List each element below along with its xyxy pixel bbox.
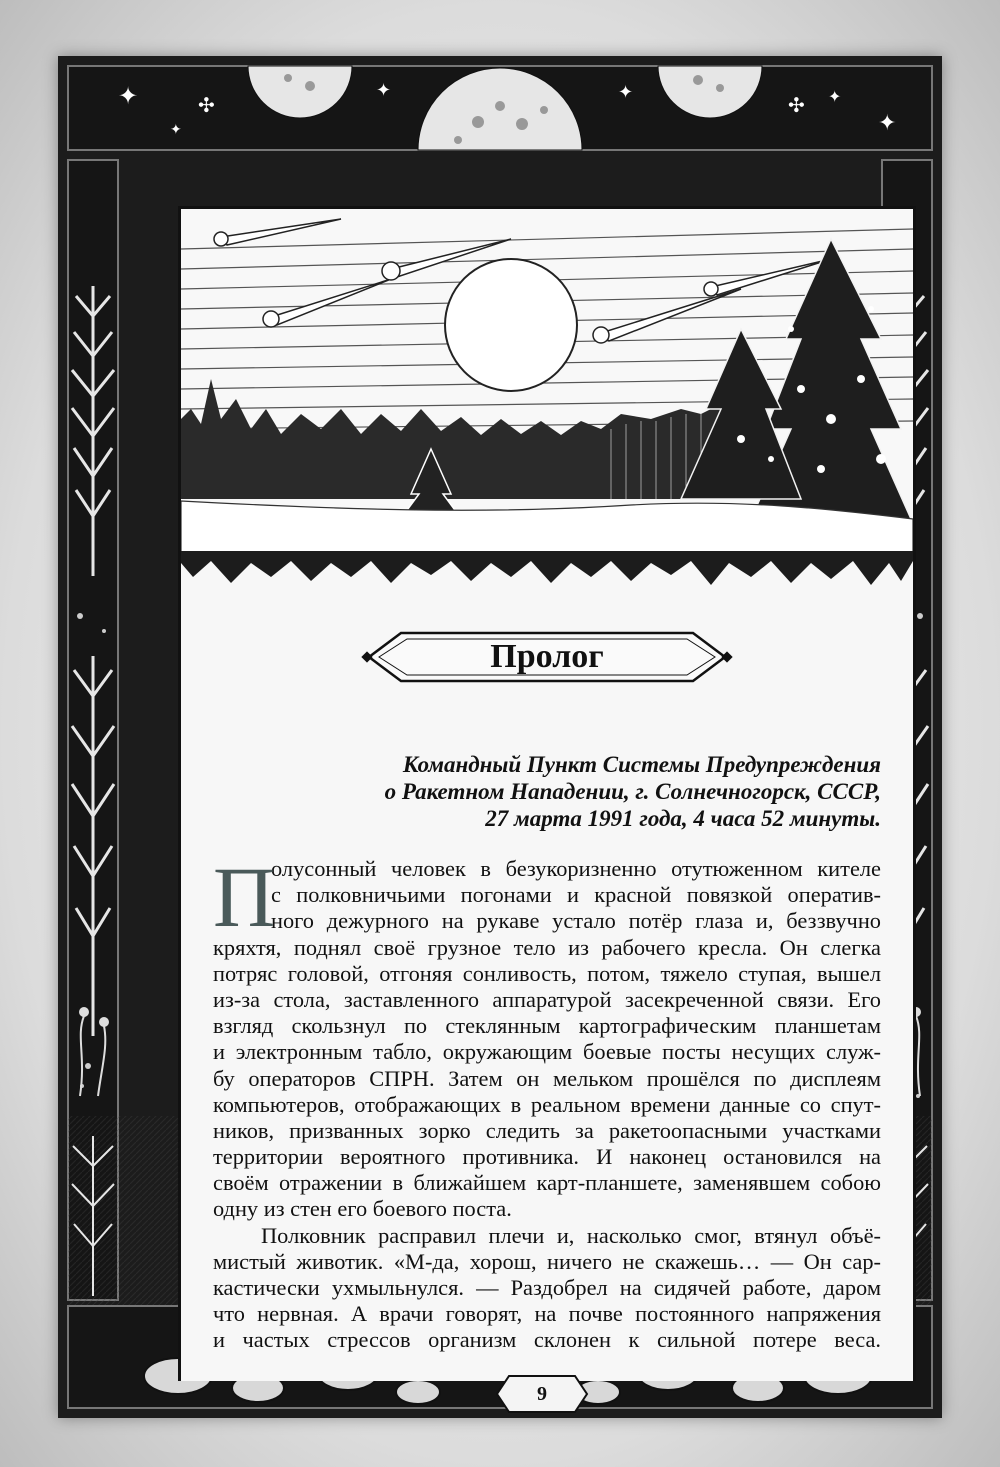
svg-text:✦: ✦: [170, 122, 182, 138]
chapter-title-plate: [361, 629, 733, 685]
body-line: и частых стрессов организм склонен к сильной потере веса.: [213, 1327, 881, 1353]
body-line: взгляд скользнул по стеклянным картографическим планшетам: [213, 1013, 881, 1039]
svg-text:✣: ✣: [788, 93, 805, 117]
body-line: что нервная. А врачи говорят, на почве постоянного напряжения: [213, 1301, 881, 1327]
svg-text:✦: ✦: [878, 111, 897, 136]
body-text: [213, 849, 881, 1354]
svg-text:✦: ✦: [828, 87, 842, 106]
svg-text:✦: ✦: [118, 82, 139, 110]
winter-night-illustration: [178, 206, 916, 557]
body-line: ного дежурного на рукаве устало потёр глаза и, беззвучно: [271, 908, 881, 934]
body-line: бу операторов СПРН. Затем он мельком прошёлся по дисплеям: [213, 1065, 881, 1091]
moon-icon: [445, 259, 577, 391]
svg-text:✦: ✦: [618, 82, 634, 103]
chapter-title: Пролог: [490, 638, 604, 675]
body-line: с полковничьими погонами и красной повязкой оператив-: [271, 882, 881, 908]
body-line: Полковник расправил плечи и, насколько смог, втянул объё-: [261, 1222, 881, 1248]
body-line: компьютеров, отображающих в реальном времени данные со спут-: [213, 1091, 881, 1117]
svg-text:✦: ✦: [376, 80, 392, 101]
body-line: и электронным табло, окружающим боевые посты несущих служ-: [213, 1039, 881, 1065]
text-panel: [178, 551, 916, 1381]
body-line: ников, призванных зорко следить за ракетоопасными участками: [213, 1117, 881, 1143]
location-dateline: [321, 751, 881, 832]
body-line: кастически ухмыльнулся. — Раздобрел на сидячей работе, даром: [213, 1275, 881, 1300]
location-line: о Ракетном Нападении, г. Солнечногорск, СССР,: [384, 779, 881, 804]
drop-cap: П: [213, 849, 276, 945]
page-frame: [58, 56, 942, 1418]
icicles-decoration: [181, 551, 913, 591]
page-number: 9: [537, 1383, 547, 1405]
body-line: территории вероятного противника. И наконец остановился на: [213, 1144, 881, 1170]
svg-text:✣: ✣: [198, 93, 215, 117]
body-line: одну из стен его боевого поста.: [213, 1196, 512, 1222]
location-line: 27 марта 1991 года, 4 часа 52 минуты.: [485, 806, 881, 831]
location-line: Командный Пункт Системы Предупреждения: [402, 752, 881, 777]
body-line: кряхтя, поднял своё грузное тело из рабочего кресла. Он слегка: [213, 934, 881, 960]
body-line: мистый животик. «М-да, хорош, ничего не скажешь… — Он сар-: [213, 1248, 881, 1274]
body-line: своём отражении в ближайшем карт-планшете, заменявшем собою: [213, 1170, 881, 1196]
body-line: из-за стола, заставленного аппаратурой засекреченной связи. Его: [213, 986, 881, 1012]
page-number-plate: [495, 1374, 589, 1414]
body-line: потряс головой, отгоняя сонливость, потом, тяжело ступая, вышел: [213, 960, 881, 986]
body-line: олусонный человек в безукоризненно отутюженном кителе: [271, 856, 881, 881]
